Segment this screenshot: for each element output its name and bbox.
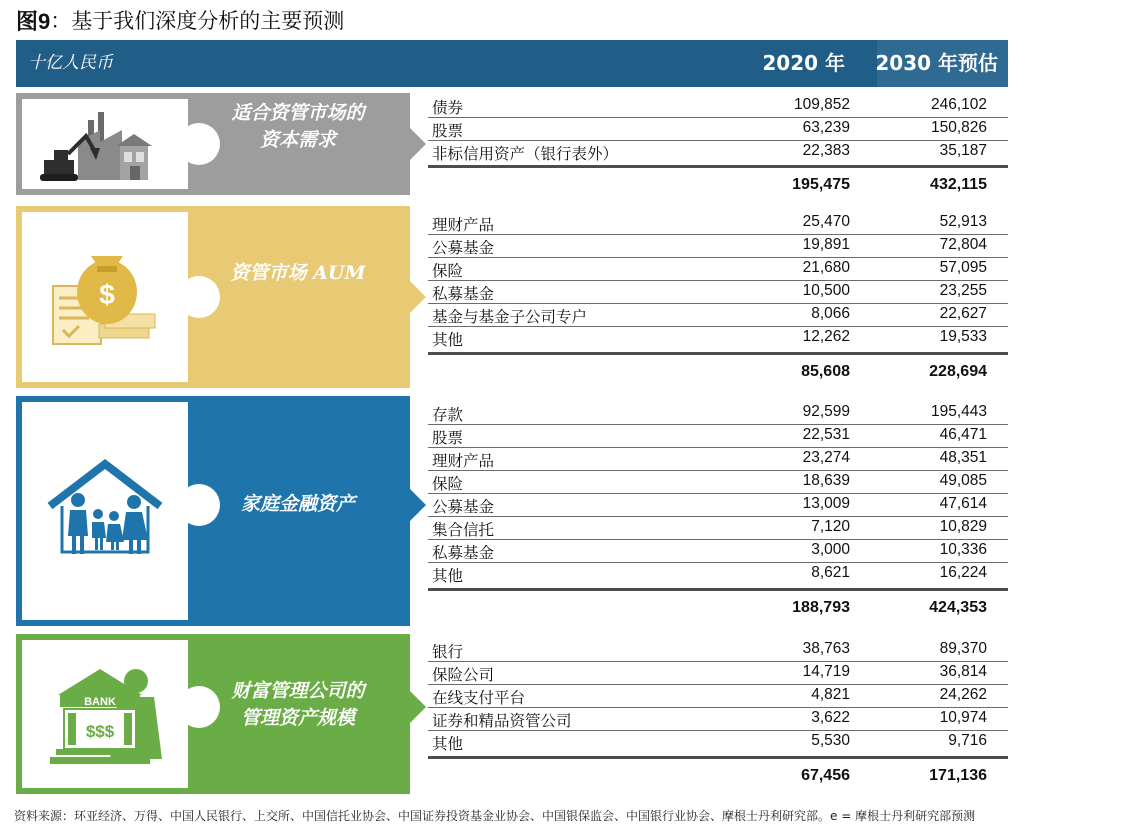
row-name: 其他 (432, 567, 464, 585)
section-label-line: 财富管理公司的 (231, 680, 365, 702)
value-2030: 48,351 (939, 449, 987, 466)
table-row (428, 639, 1008, 662)
total-row (428, 588, 1008, 618)
total-row (428, 352, 1008, 382)
row-name: 集合信托 (432, 521, 495, 539)
value-2020: 25,470 (802, 213, 850, 230)
total-2030: 424,353 (929, 599, 987, 616)
value-2020: 5,530 (811, 732, 850, 749)
total-2030: 432,115 (930, 176, 987, 193)
section-label-line: 资管市场 AUM (230, 261, 366, 284)
value-2020: 8,066 (811, 305, 850, 322)
panel-icon-box (22, 99, 188, 189)
value-2030: 49,085 (939, 472, 987, 489)
value-2020: 8,621 (811, 564, 850, 581)
value-2030: 24,262 (939, 686, 987, 703)
figure-title-separator: ： (50, 9, 72, 33)
value-2030: 9,716 (948, 732, 987, 749)
row-name: 股票 (432, 122, 464, 140)
table-row (428, 540, 1008, 563)
section-panel-household (16, 396, 410, 626)
row-name: 公募基金 (432, 498, 495, 516)
value-2020: 18,639 (802, 472, 850, 489)
value-2030: 150,826 (930, 119, 987, 136)
row-name: 其他 (432, 735, 464, 753)
row-name: 保险 (432, 262, 464, 280)
value-2020: 14,719 (802, 663, 850, 680)
figure-title-text: 基于我们深度分析的主要预测 (71, 9, 345, 33)
row-name: 私募基金 (432, 285, 495, 303)
table-header-bar (16, 40, 1008, 87)
value-2020: 109,852 (793, 96, 850, 113)
row-name: 债券 (432, 99, 464, 117)
money-bag-icon (45, 242, 165, 352)
value-2020: 3,000 (811, 541, 850, 558)
value-2030: 10,336 (939, 541, 987, 558)
row-name: 证券和精品资管公司 (432, 712, 572, 730)
section-label (192, 662, 404, 748)
value-2020: 38,763 (802, 640, 850, 657)
panel-icon-box (22, 640, 188, 788)
value-2020: 10,500 (802, 282, 850, 299)
value-2030: 35,187 (939, 142, 987, 159)
source-note: 资料来源：环亚经济、万得、中国人民银行、上交所、中国信托业协会、中国证券投资基金业协会、中国银保监会、中国银行业协会、摩根士丹利研究部。e = 摩根士丹利研究部预测 (14, 809, 976, 823)
value-2030: 246,102 (930, 96, 987, 113)
value-2020: 12,262 (802, 328, 850, 345)
table-row (428, 212, 1008, 235)
row-name: 私募基金 (432, 544, 495, 562)
total-2020: 188,793 (792, 599, 850, 616)
table-row (428, 425, 1008, 448)
value-2030: 19,533 (939, 328, 987, 345)
section-label-line: 管理资产规模 (240, 707, 355, 729)
section-panel-aum (16, 206, 410, 388)
table-row (428, 471, 1008, 494)
value-2020: 7,120 (811, 518, 850, 535)
value-2020: 13,009 (802, 495, 850, 512)
table-row (428, 95, 1008, 118)
row-name: 银行 (432, 643, 464, 661)
value-2020: 92,599 (802, 403, 850, 420)
value-2020: 22,383 (802, 142, 850, 159)
figure-title (16, 4, 344, 36)
row-name: 保险公司 (432, 666, 495, 684)
value-2030: 46,471 (939, 426, 987, 443)
table-row (428, 448, 1008, 471)
panel-arrow (410, 281, 426, 313)
value-2030: 52,913 (939, 213, 987, 230)
section-panel-wealth-managers (16, 634, 410, 794)
value-2030: 47,614 (939, 495, 987, 512)
section-label-line: 家庭金融资产 (240, 492, 355, 515)
value-2030: 57,095 (939, 259, 987, 276)
column-header-2030: 2030 年预估 (875, 51, 998, 75)
section-panel-capital-demand (16, 93, 410, 195)
total-2020: 85,608 (801, 363, 850, 380)
value-2020: 63,239 (802, 119, 850, 136)
value-2030: 23,255 (939, 282, 987, 299)
table-row (428, 258, 1008, 281)
value-2030: 72,804 (939, 236, 987, 253)
value-2030: 89,370 (939, 640, 987, 657)
section-label-line: 资本需求 (259, 129, 336, 151)
value-2030: 22,627 (939, 305, 987, 322)
row-name: 非标信用资产（银行表外） (432, 145, 619, 163)
table-row (428, 563, 1008, 586)
row-name: 公募基金 (432, 239, 495, 257)
row-name: 理财产品 (432, 216, 495, 234)
table-row (428, 141, 1008, 164)
total-2030: 228,694 (929, 363, 987, 380)
table-row (428, 494, 1008, 517)
table-row (428, 402, 1008, 425)
factory-excavator-icon (30, 102, 180, 186)
panel-icon-box (22, 402, 188, 620)
table-row (428, 235, 1008, 258)
row-name: 在线支付平台 (432, 689, 526, 707)
panel-arrow (410, 128, 426, 160)
value-2020: 4,821 (811, 686, 850, 703)
value-2030: 16,224 (939, 564, 987, 581)
table-row (428, 327, 1008, 350)
table-row (428, 685, 1008, 708)
section-label (192, 93, 404, 161)
panel-arrow (410, 691, 426, 723)
bank-dollar-text: $$$ (85, 722, 115, 741)
total-2030: 171,136 (929, 767, 987, 784)
table-row (428, 118, 1008, 141)
row-name: 其他 (432, 331, 464, 349)
table-row (428, 304, 1008, 327)
row-name: 存款 (432, 406, 464, 424)
total-2020: 195,475 (792, 176, 850, 193)
figure-number: 图9 (16, 8, 51, 34)
value-2030: 36,814 (939, 663, 987, 680)
table-row (428, 517, 1008, 540)
value-2020: 23,274 (802, 449, 850, 466)
value-2030: 10,974 (939, 709, 987, 726)
table-row (428, 662, 1008, 685)
row-name: 保险 (432, 475, 464, 493)
section-label-line: 适合资管市场的 (231, 102, 365, 124)
unit-label: 十亿人民币 (28, 53, 113, 73)
value-2020: 21,680 (802, 259, 850, 276)
value-2030: 10,829 (939, 518, 987, 535)
total-2020: 67,456 (801, 767, 850, 784)
row-name: 基金与基金子公司专户 (432, 308, 588, 326)
value-2030: 195,443 (930, 403, 987, 420)
column-header-2020: 2020 年 (762, 51, 845, 75)
table-row (428, 708, 1008, 731)
total-row (428, 756, 1008, 786)
family-house-icon (40, 456, 170, 566)
panel-icon-box (22, 212, 188, 382)
section-label (192, 396, 404, 612)
panel-arrow (410, 489, 426, 521)
total-row (428, 165, 1008, 195)
table-row (428, 281, 1008, 304)
section-label (192, 206, 404, 340)
row-name: 股票 (432, 429, 464, 447)
bank-building-icon (40, 659, 170, 769)
value-2020: 19,891 (802, 236, 850, 253)
table-row (428, 731, 1008, 754)
row-name: 理财产品 (432, 452, 495, 470)
svg-text:$: $ (99, 279, 115, 310)
value-2020: 22,531 (802, 426, 850, 443)
value-2020: 3,622 (811, 709, 850, 726)
bank-sign-text: BANK (84, 696, 116, 708)
